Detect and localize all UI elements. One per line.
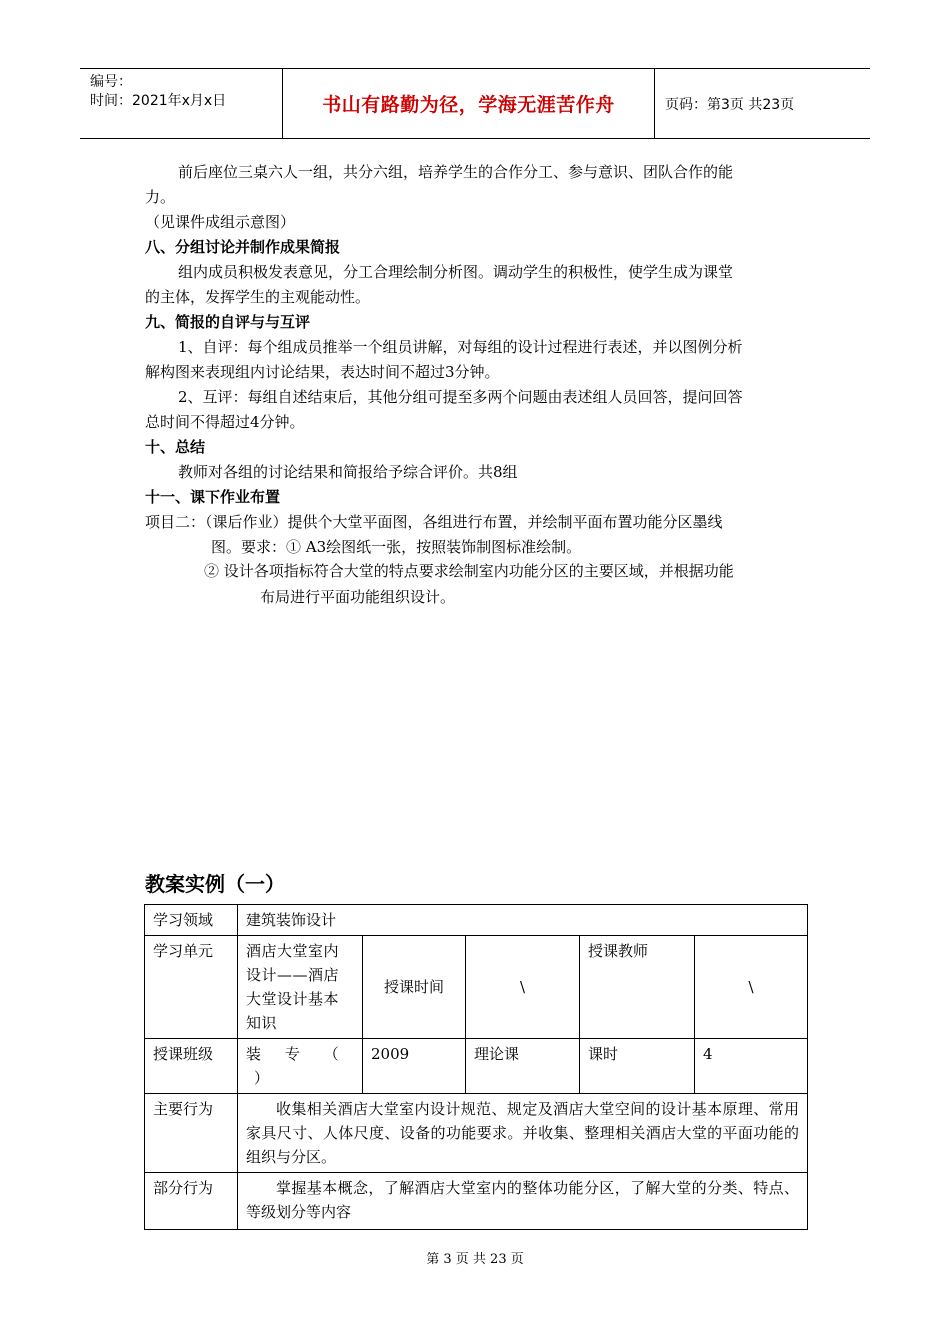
section-heading: 十、总结: [145, 438, 206, 456]
paragraph: 前后座位三桌六人一组，共分六组，培养学生的合作分工、参与意识、团队合作的能: [178, 163, 734, 181]
label-cell: 学习领域: [145, 905, 238, 936]
label-cell: 主要行为: [145, 1094, 238, 1173]
value-cell: 掌握基本概念，了解酒店大堂室内的整体功能分区，了解大堂的分类、特点、等级划分等内容: [238, 1173, 808, 1230]
paragraph: 的主体，发挥学生的主观能动性。: [145, 288, 371, 306]
paragraph: 2、互评：每组自述结束后，其他分组可提至多两个问题由表述组人员回答，提问回答: [178, 388, 743, 406]
paragraph: 布局进行平面功能组织设计。: [260, 588, 456, 606]
label-cell: 授课时间: [363, 936, 466, 1039]
paragraph: 1、自评：每个组成员推举一个组员讲解，对每组的设计过程进行表述，并以图例分析: [178, 338, 743, 356]
table-row: [145, 1039, 808, 1094]
page-header: [80, 68, 870, 139]
table-row: [145, 936, 808, 1039]
table-row: [145, 1094, 808, 1173]
value-cell: \: [695, 936, 808, 1039]
value-cell: 收集相关酒店大堂室内设计规范、规定及酒店大堂空间的设计基本原理、常用家具尺寸、人体尺度、设备的功能要求。并收集、整理相关酒店大堂的平面功能的组织与分区。: [238, 1094, 808, 1173]
paragraph: 项目二：（课后作业）提供个大堂平面图，各组进行布置，并绘制平面布置功能分区墨线: [145, 513, 723, 531]
paragraph: 组内成员积极发表意见，分工合理绘制分析图。调动学生的积极性，使学生成为课堂: [178, 263, 734, 281]
value-cell: 2009: [363, 1039, 466, 1094]
label-cell: 课时: [580, 1039, 695, 1094]
value-cell: 酒店大堂室内设计——酒店大堂设计基本知识: [238, 936, 363, 1039]
paragraph: 力。: [145, 188, 176, 206]
label-cell: 授课教师: [580, 936, 695, 1039]
class-name-end: ）: [254, 1069, 270, 1087]
paragraph: 教师对各组的讨论结果和简报给予综合评价。共8组: [178, 463, 518, 481]
value-cell: \: [466, 936, 580, 1039]
value-cell: [238, 1039, 363, 1094]
paragraph: 解构图来表现组内讨论结果，表达时间不超过3分钟。: [145, 363, 500, 381]
doc-date: 时间：2021年x月x日: [90, 93, 227, 109]
class-name: 装 专 （: [246, 1045, 339, 1063]
section-heading: 九、简报的自评与与互评: [145, 313, 311, 331]
doc-number: 编号：: [90, 74, 132, 90]
label-cell: 学习单元: [145, 936, 238, 1039]
table-row: [145, 1173, 808, 1230]
header-motto: 书山有路勤为径，学海无涯苦作舟: [283, 69, 655, 138]
value-cell: 理论课: [466, 1039, 580, 1094]
paragraph: 总时间不得超过4分钟。: [145, 413, 305, 431]
paragraph: （见课件成组示意图）: [145, 213, 296, 231]
section-heading: 十一、课下作业布置: [145, 488, 281, 506]
header-meta: [80, 69, 283, 138]
paragraph: 图。要求：① A3绘图纸一张，按照装饰制图标准绘制。: [211, 538, 582, 556]
label-cell: 授课班级: [145, 1039, 238, 1094]
header-page-info: 页码：第3页 共23页: [665, 96, 795, 113]
paragraph: ② 设计各项指标符合大堂的特点要求绘制室内功能分区的主要区域，并根据功能: [204, 562, 734, 580]
label-cell: 部分行为: [145, 1173, 238, 1230]
section-heading: 八、分组讨论并制作成果简报: [145, 238, 341, 256]
value-cell: 4: [695, 1039, 808, 1094]
lesson-plan-table: [144, 904, 808, 1230]
lesson-plan-title: 教案实例（一）: [145, 872, 285, 896]
value-cell: 建筑装饰设计: [238, 905, 808, 936]
table-row: [145, 905, 808, 936]
page-footer: 第 3 页 共 23 页: [426, 1252, 524, 1267]
